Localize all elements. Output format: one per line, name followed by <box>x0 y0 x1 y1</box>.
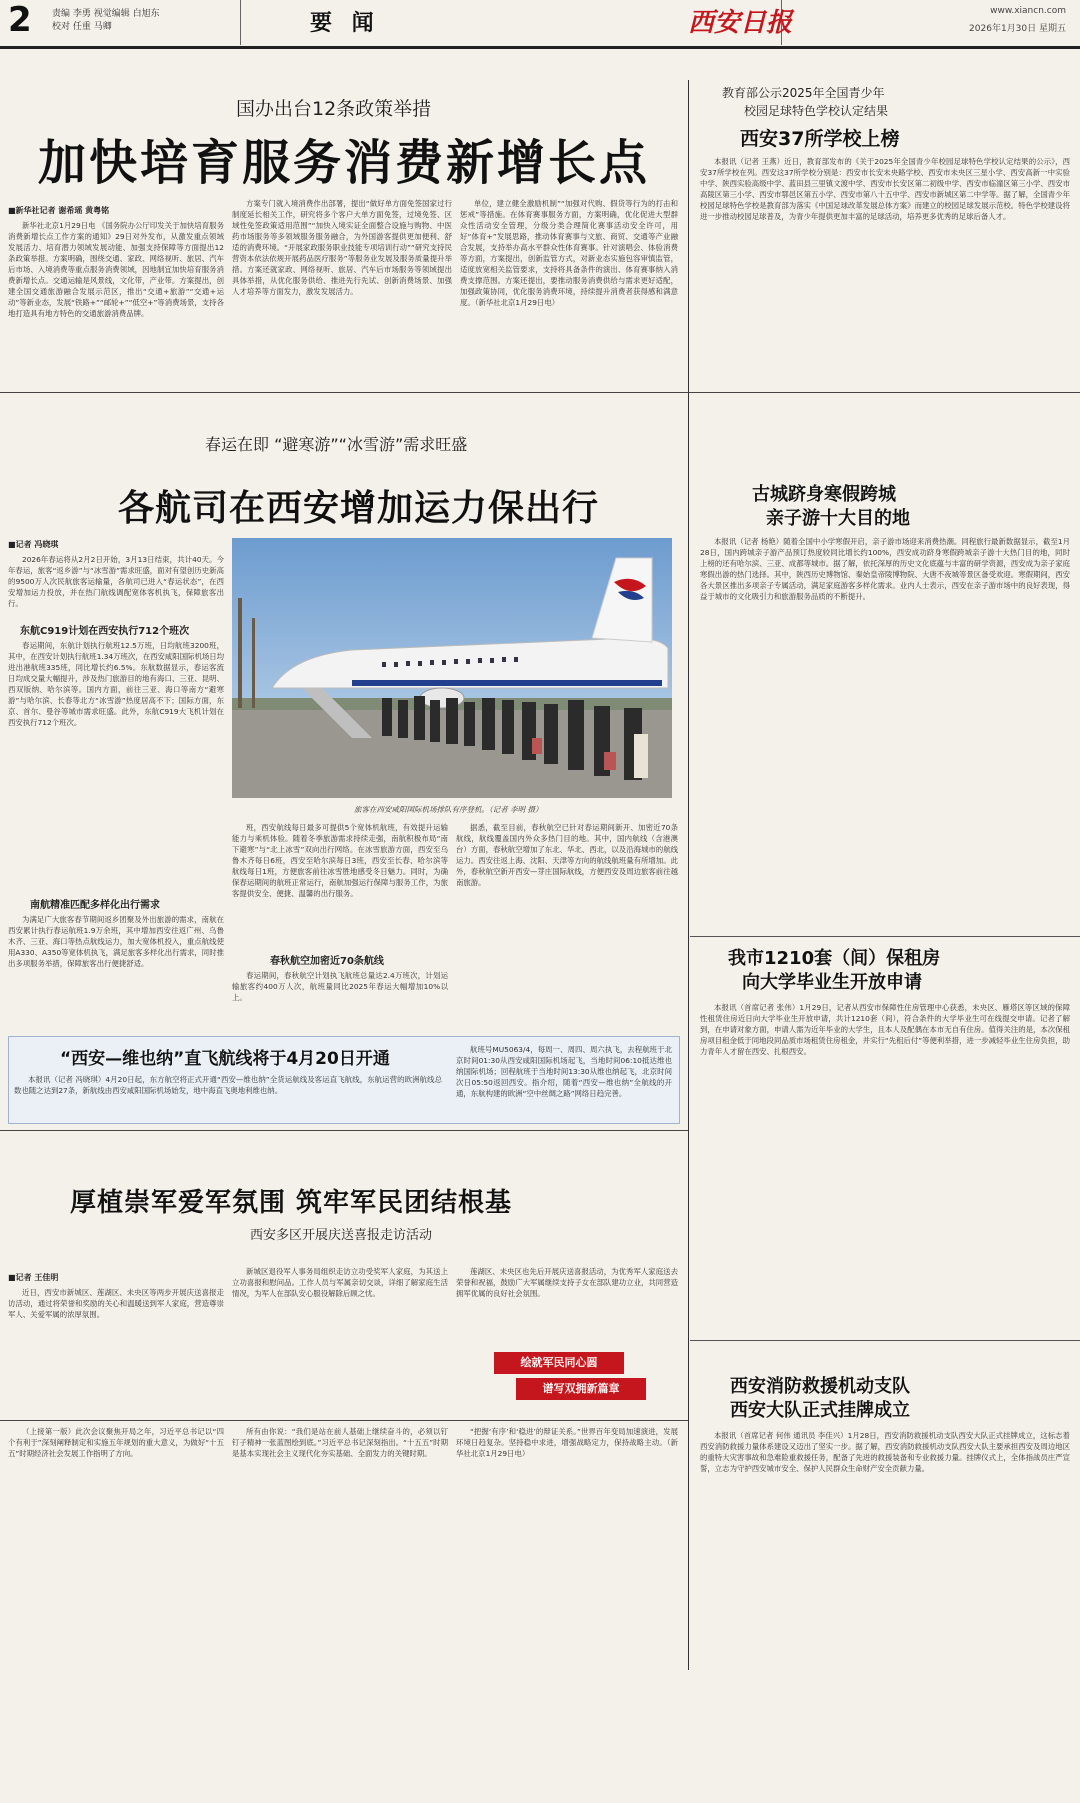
schools-kicker-2: 校园足球特色学校认定结果 <box>744 104 889 118</box>
right-rule-2 <box>690 1340 1080 1341</box>
story1-col2: 方案专门就入境消费作出部署，提出“做好单方面免签国家过行制度延长相关工作，研究将多个客户大单方面免签，过境免签、区域性免签政策适用范围”“加快入境实证全面整合设施与购物、中医药市场服务等多领域服务服务融合，为外国游客提供更加便利、舒适的消费环境。“开展家政服务职业技能专项培训行动”“研究支持民营资本依法依规开展药品医疗服务”等服务业发展及服务质量提升举措。方案还就家政、网络视听、旅居、汽车后市场服务等领域提出具体举措，从优化服务供给、推进先行先试、创新消费场景、加强人才培养等方面发力，激发发展活力。 <box>232 199 452 296</box>
paper-logo: 西安日报 <box>688 8 793 38</box>
bottom-col-3: “把握‘有序’和‘稳进’的辩证关系。”世界百年变局加速演进，发展环境日趋复杂。坚持稳中求进，增强战略定力，保持战略主动。（新华社北京1月29日电） <box>456 1427 678 1458</box>
story1-byline: ■新华社记者 谢希瑶 黄粤铭 <box>8 206 110 215</box>
schools-headline: 西安37所学校上榜 <box>740 128 900 150</box>
ancient-city-text: 本报讯（记者 杨艳）随着全国中小学寒假开启，亲子游市场迎来消费热潮。同程旅行最新数据显示，截至1月28日，国内跨城亲子游产品预订热度较同比增长约100%，西安成功跻身寒假跨城亲子游十大热门目的地，同时上榜的还有哈尔滨、三亚、成都等城市。据了解，依托深厚的历史文化底蕴与丰富的研学资源，西安成为亲子家庭寒假出游的热门选择。其中，陕西历史博物馆、秦始皇帝陵博物院、大唐不夜城等景区备受欢迎。寒假期间，西安各大景区推出多项亲子专属活动，满足家庭游客多样化需求。业内人士表示，西安在亲子游市场中的良好表现，得益于城市的文化吸引力和旅游服务品质的不断提升。 <box>700 537 1070 601</box>
story2-text-1: 春运期间，东航计划执行航班12.5万班，日均航班3200班，其中，在西安计划执行航班1.34万班次，在西安咸阳国际机场日均进出港航班335班，同比增长约6.5%。东航数据显示，春运客流日均成交量大幅提升，涉及热门旅游目的地有海口、三亚、昆明、西双版纳、哈尔滨等。国内方面，前往三亚、海口等南方“避寒游”与哈尔滨、长春等北方“冰雪游”热度居高不下；国际方面，东京、首尔、曼谷等城市需求旺盛。此外，东航C919大飞机计划在西安执行712个班次。 <box>8 641 224 727</box>
flight-headline: “西安—维也纳”直飞航线将于4月20日开通 <box>60 1049 390 1069</box>
section-title: 要 闻 <box>310 11 380 36</box>
story2-subhead-2: 南航精准匹配多样化出行需求 <box>30 900 160 911</box>
story2-subhead-3: 春秋航空加密近70条航线 <box>270 956 384 967</box>
fire-headline-2: 西安大队正式挂牌成立 <box>730 1400 910 1421</box>
bottom-col-2: 所有由你说：“我们是站在前人基础上继续奋斗的，必须以钉钉子精神一张蓝图绘到底。”习近平总书记深刻指出。“十五五”时期是基本实现社会主义现代化夯实基础、全面发力的关键时期。 <box>232 1427 448 1458</box>
housing-headline-2: 向大学毕业生开放申请 <box>742 972 922 993</box>
military-bottom-rule <box>0 1420 688 1421</box>
story2-byline: ■记者 冯晓琪 <box>8 540 59 549</box>
ancient-city-headline-2: 亲子游十大目的地 <box>766 508 910 529</box>
military-text-1: 近日，西安市新城区、莲湖区、未央区等两步开展庆送喜报走访活动，通过将荣誉和奖励的关心和温暖送到军人家庭，营造尊崇军人、关爱军属的浓厚氛围。 <box>8 1288 224 1319</box>
story1-kicker: 国办出台12条政策举措 <box>236 98 432 120</box>
story2-subhead-1: 东航C919计划在西安执行712个班次 <box>20 626 190 637</box>
story2-col4: 班，西安航线每日最多可提供5个宽体机航班，有效提升运输能力与乘机体验。随着冬季旅游需求持续走强，南航积极布局“南下避寒”与“北上冰雪”双向出行网络。在冰雪旅游方面，西安至乌鲁木齐每日6班，西安至哈尔滨每日3班，西安至长春、哈尔滨等航线每日1班，方便旅客前往冰雪胜地感受冬日魅力。同时，为确保春运期间的航班正常运行，南航加强运行保障与服务工作，为旅客提供安全、便捷、温馨的出行服务。 <box>232 823 448 898</box>
military-subtitle: 西安多区开展庆送喜报走访活动 <box>250 1228 433 1243</box>
flight-text-1: 本报讯（记者 冯晓琪）4月20日起，东方航空将正式开通“西安—维也纳”全货运航线及客运直飞航线，东航运营的欧洲航线总数也随之达到27条，新航线由西安咸阳国际机场始发，地中海直飞奥地利维也纳。 <box>14 1075 442 1095</box>
badge-line-2: 谱写双拥新篇章 <box>516 1378 646 1400</box>
story2-kicker: 春运在即 “避寒游”“冰雪游”需求旺盛 <box>205 435 468 454</box>
military-text-2: 新城区退役军人事务局组织走访立功受奖军人家庭，为其送上立功喜报和慰问品。工作人员与军属亲切交谈，详细了解家庭生活情况，为军人在部队安心服役解除后顾之忧。 <box>232 1267 448 1298</box>
schools-kicker-1: 教育部公示2025年全国青少年 <box>722 86 885 100</box>
ancient-city-headline-1: 古城跻身寒假跨城 <box>752 484 896 505</box>
military-headline: 厚植崇军爱军氛围 筑牢军民团结根基 <box>70 1188 513 1218</box>
housing-text: 本报讯（首席记者 张伟）1月29日，记者从西安市保障性住房管理中心获悉，未央区、雁塔区等区域的保障性租赁住房近日向大学毕业生开放申请，共计1210套（间），符合条件的大学毕业生可在线提交申请。记者了解到，在申请对象方面，申请人需为近年毕业的大学生，且本人及配偶在本市无自有住房。值得关注的是，本次保租房项目租金低于同地段同品质市场租赁住房租金，并实行“先租后付”等便利举措，进一步减轻毕业生住房负担，助力青年人才留在西安、扎根西安。 <box>700 1003 1070 1056</box>
story2-lead: 2026年春运将从2月2日开始，3月13日结束，共计40天。今年春运，旅客“返乡游”与“冰雪游”需求旺盛，面对有望创历史新高的9500万人次民航旅客运输量，各航司已进入“春运状态”，在西安增加运力投放，并在热门航线调配宽体客机执飞，保障旅客出行。 <box>8 555 224 608</box>
editors-line-2: 校对 任重 马卿 <box>52 22 112 32</box>
fire-text: 本报讯（首席记者 何伟 通讯员 李佳兴）1月28日，西安消防救援机动支队西安大队正式挂牌成立，这标志着西安消防救援力量体系建设又迈出了坚实一步。据了解，西安消防救援机动支队西安大队主要承担西安及周边地区的重特大灾害事故和急难险重救援任务，配备了先进的救援装备和专业救援力量。挂牌仪式上，全体指战员庄严宣誓，立志为守护西安城市安全、保护人民群众生命财产安全贡献力量。 <box>700 1431 1070 1473</box>
story2-text-3: 春运期间，春秋航空计划执飞航班总量达2.4万班次，计划运输旅客约400万人次，航班量同比2025年春运大幅增加10%以上。 <box>232 971 448 1002</box>
masthead-rule <box>0 46 1080 49</box>
airport-photo <box>232 538 672 798</box>
story1-col3: 单位，建立健全激励机制”“加强对代购、假货等行为的打击和惩戒”等措施。在体育赛事服务方面，方案明确，优化促进大型群众性活动安全管理，分级分类合理简化赛事活动安全许可，用好“体育+”发展思路，推动体育赛事与文旅、商贸、交通等产业融合发展，支持举办高水平群众性体育赛事。针对演唱会、体验消费等方面，方案提出，创新监管方式，对新业态实施包容审慎监管，适度放宽相关监管要求，支持将具备条件的演出、体育赛事纳入消费支撑范围。方案还提出，要推动服务消费供给与需求更好适配，加强政策协同，优化服务消费环境，持续提升消费者获得感和满意度。（新华社北京1月29日电） <box>460 199 678 307</box>
story1-bottom-rule <box>0 392 1080 393</box>
badge-line-1: 绘就军民同心圆 <box>494 1352 624 1374</box>
military-badge <box>494 1352 654 1408</box>
flight-text-2: 航班号MU5063/4，每周一、周四、周六执飞，去程航班于北京时间01:30从西安咸阳国际机场起飞，当地时间06:10抵达维也纳国际机场；回程航班于当地时间13:30从维也纳起飞，北京时间次日05:50返回西安。指介绍，随着“西安—维也纳”全航线的开通，东航构建的欧洲“空中丝绸之路”网络日趋完善。 <box>456 1045 672 1098</box>
military-byline: ■记者 王佳明 <box>8 1273 59 1282</box>
flight-bottom-rule <box>0 1130 688 1131</box>
issue-date: 2026年1月30日 星期五 <box>969 24 1066 34</box>
story1-headline: 加快培育服务消费新增长点 <box>38 135 651 191</box>
editors-line-1: 责编 李勇 视觉编辑 白旭东 <box>52 9 160 19</box>
right-column-divider <box>688 80 689 1670</box>
fire-headline-1: 西安消防救援机动支队 <box>730 1376 910 1397</box>
schools-text: 本报讯（记者 王燕）近日，教育部发布的《关于2025年全国青少年校园足球特色学校认定结果的公示》，西安37所学校在列。西安这37所学校分别是：西安市长安未央路学校、西安市未央区三星小学、西安高新一中实验中学、陕西实验高级中学、蓝田县三里镇文渡中学、西安市长安区第二初级中学、西安市临潼区第三小学、西安市高陵区第三小学、西安市鄠邑区第五小学、西安市第八十五中学、西安市新城区第二中学等。据了解，全国青少年校园足球特色学校是教育部为落实《中国足球改革发展总体方案》而建立的校园足球发展示范校。特色学校建设将进一步推动校园足球普及，为青少年提供更加丰富的足球活动，培养更多优秀的足球后备人才。 <box>700 157 1070 221</box>
airport-photo-illustration <box>232 538 672 798</box>
housing-headline-1: 我市1210套（间）保租房 <box>728 948 941 969</box>
page-number: 2 <box>8 0 32 40</box>
story2-headline: 各航司在西安增加运力保出行 <box>118 488 600 529</box>
story2-text-2: 为满足广大旅客春节期间返乡团聚及外出旅游的需求，南航在西安累计执行春运航班1.9万余班，其中增加西安往返广州、乌鲁木齐、三亚、海口等热点航线运力，加大宽体机投入，重点航线使用A330、A350等宽体机执飞，满足旅客多样化出行需求，同时推出多项服务举措，保障旅客出行便捷舒适。 <box>8 915 224 968</box>
website: www.xiancn.com <box>990 6 1066 16</box>
story1-col1: 新华社北京1月29日电 《国务院办公厅印发关于加快培育服务消费新增长点工作方案的通知》29日对外发布，从激发重点领域发展活力、培育潜力领域发展动能、加强支持保障等方面提出12条政策举措。方案明确，围绕交通、家政、网络视听、旅居、汽车后市场、入境消费等重点服务消费领域，因地制宜加快培育服务消费新增长点。交通运输是风景线，文化带，产业带。方案提出，创建全国交通旅游融合发展示范区，推出“交通+旅游”“交通+运动”等新业态，发展“铁路+”“邮轮+”“低空+”等消费场景，支持各地打造具有地方特色的交通旅游消费品牌。 <box>8 221 224 318</box>
photo-caption: 旅客在西安咸阳国际机场排队有序登机。（记者 李明 摄） <box>354 805 543 814</box>
right-rule-1 <box>690 936 1080 937</box>
military-text-3: 莲湖区、未央区也先后开展庆送喜报活动，为优秀军人家庭送去荣誉和祝福，鼓励广大军属继续支持子女在部队建功立业，共同营造拥军优属的良好社会氛围。 <box>456 1267 678 1298</box>
story2-col5: 据悉，截至目前，春秋航空已针对春运期间新开、加密近70条航线，航线覆盖国内外众多热门目的地。其中，国内航线（含港澳台）方面，春秋航空增加了东北、华北、西北，以及沿海城市的航线运力。西安往返上海、沈阳、天津等方向的航线航班量有所增加。此外，春秋航空新开西安—芽庄国际航线，方便西安及周边旅客前往越南旅游。 <box>456 823 678 887</box>
bottom-col-1: （上接第一版）此次会议聚焦开局之年，习近平总书记以“四个有利于”深刻阐释制定和实施五年规划的重大意义，为做好“十五五”时期经济社会发展工作指明了方向。 <box>8 1427 224 1458</box>
